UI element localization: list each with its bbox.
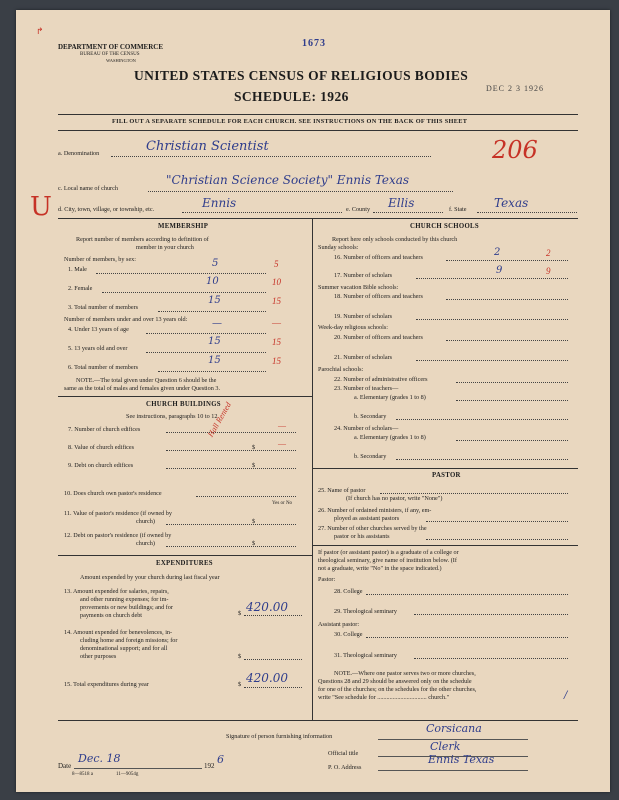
pastor-note-1: NOTE.—Where one pastor serves two or more churches, [334,670,476,677]
census-schedule-sheet [16,10,610,792]
sunday-schools-label: Sunday schools: [318,244,359,251]
denomination-value: Christian Scientist [146,139,269,154]
membership-heading: MEMBERSHIP [158,223,209,230]
q23b-label: b. Secondary [354,413,387,420]
q13-label-4: payments on church debt [80,612,143,619]
q16-label: 16. Number of officers and teachers [334,254,423,261]
date-value: Dec. 18 [78,752,121,765]
q5-check: 15 [272,337,281,347]
q2-check: 10 [272,277,281,287]
q8-label: 8. Value of church edifices [68,444,135,451]
q20-label: 20. Number of officers and teachers [334,334,423,341]
q27-label-2: pastor or his assistants [334,533,390,540]
q11-dollar: $ [252,518,256,525]
q14-label-2: cluding home and foreign missions; for [80,637,178,644]
q3-label: 3. Total number of members [68,304,139,311]
q4-value: — [212,318,222,329]
q3-check: 15 [272,296,281,306]
q31-label: 31. Theological seminary [334,652,397,659]
q24-label: 24. Number of scholars— [334,425,399,432]
q2-label: 2. Female [68,285,93,292]
local-name-value: "Christian Science Society" Ennis Texas [166,173,410,187]
corner-mark: ↱ [36,26,44,36]
department-label: DEPARTMENT OF COMMERCE [58,43,164,51]
membership-sub-sex: Number of members, by sex: [64,256,136,263]
graduate-note-1: If pastor (or assistant pastor) is a graduate of a college or [318,549,459,556]
q13-dollar: $ [238,610,242,617]
q13-label-1: 13. Amount expended for salaries, repairs, [64,588,169,595]
membership-sub-age: Number of members under and over 13 years old: [64,316,188,323]
tick-mark: / [564,690,568,701]
q17-check: 9 [546,266,551,276]
po-address-value: Ennis Texas [428,753,495,766]
form-number-2: 11—9054g [116,772,139,777]
q6-value: 15 [208,355,221,366]
q28-label: 28. College [334,588,363,595]
official-title-value: Clerk [430,740,461,753]
schools-heading: CHURCH SCHOOLS [410,223,479,230]
q7-value: — [278,421,286,430]
q23a-label: a. Elementary (grades 1 to 8) [354,394,426,401]
county-value: Ellis [388,196,415,210]
buildings-see: See instructions, paragraphs 10 to 12 [126,413,218,420]
q15-label: 15. Total expenditures during year [64,681,149,688]
q27-label-1: 27. Number of other churches served by the [318,525,427,532]
form-number-1: 8—8518 a [72,772,93,777]
q16-check: 2 [546,248,551,258]
pastor-note-3: for one of the churches; on the schedules for the other churches, [318,686,477,693]
denomination-label: a. Denomination [58,150,100,157]
q4-check: — [272,318,281,328]
q11-label-1: 11. Value of pastor's residence (if owned by [64,510,172,517]
q8-value: — [278,439,286,448]
pastor-note-4: write "See schedule for ................................ church." [318,694,450,701]
membership-note-1: NOTE.—The total given under Question 6 should be the [76,377,217,384]
q2-value: 10 [206,276,219,287]
state-value: Texas [494,196,529,210]
q9-label: 9. Debt on church edifices [68,462,134,469]
q26-label-1: 26. Number of ordained ministers, if any, em- [318,507,432,514]
q25-label: 25. Name of pastor [318,487,366,494]
city-value: Ennis [202,196,237,210]
form-subtitle: SCHEDULE: 1926 [234,89,349,104]
date-label: Date [58,762,72,770]
schools-intro: Report here only schools conducted by this church [332,236,458,243]
q12-label-2: church) [136,540,155,547]
hall-rented-note: Hall Rented [206,400,234,439]
q10-label: 10. Does church own pastor's residence [64,490,162,497]
q12-dollar: $ [252,540,256,547]
q24b-label: b. Secondary [354,453,387,460]
q19-label: 19. Number of scholars [334,313,393,320]
form-title: UNITED STATES CENSUS OF RELIGIOUS BODIES [134,68,469,83]
q13-value: 420.00 [246,600,288,614]
q12-label-1: 12. Debt on pastor's residence (if owned by [64,532,172,539]
local-name-label: c. Local name of church [58,185,118,192]
q5-label: 5. 13 years old and over [68,345,128,352]
graduate-note-3: not a graduate, write "No" in the space indicated.) [318,565,442,572]
q14-dollar: $ [238,653,242,660]
membership-intro-2: member in your church [136,244,194,251]
yes-no-hint: Yes or No [272,501,293,506]
pastor-sub-label: Pastor: [318,576,336,583]
q6-label: 6. Total number of members [68,364,139,371]
margin-check-mark: U [30,192,52,222]
q30-label: 30. College [334,631,363,638]
q22-label: 22. Number of administrative officers [334,376,428,383]
county-label: e. County [346,206,371,213]
city-label: d. City, town, village, or township, etc. [58,206,155,213]
q14-label-3: denominational support; and for all [80,645,168,652]
signature-value: Corsicana [426,722,482,735]
q16-value: 2 [494,247,501,258]
q9-dollar: $ [252,462,256,469]
year-suffix: 6 [217,753,224,766]
expenditures-intro: Amount expended by your church during last fiscal year [80,574,220,581]
q13-label-3: provements or new buildings; and for [80,604,173,611]
q24a-label: a. Elementary (grades 1 to 8) [354,434,426,441]
q5-value: 15 [208,336,221,347]
buildings-heading: CHURCH BUILDINGS [146,401,221,408]
received-date-stamp: DEC 2 3 1926 [486,84,544,93]
weekday-schools-label: Week-day religious schools: [318,324,388,331]
washington-label: WASHINGTON [106,58,136,63]
membership-intro-1: Report number of members according to definition of [76,236,209,243]
expenditures-heading: EXPENDITURES [156,560,213,567]
parochial-schools-label: Parochial schools: [318,366,364,373]
pastor-note-2: Questions 28 and 29 should be answered only on the schedule [318,678,472,685]
summer-schools-label: Summer vacation Bible schools: [318,284,399,291]
q23-label: 23. Number of teachers— [334,385,399,392]
q11-label-2: church) [136,518,155,525]
q29-label: 29. Theological seminary [334,608,397,615]
q4-label: 4. Under 13 years of age [68,326,129,333]
membership-note-2: same as the total of males and females given under Question 3. [64,385,221,392]
denomination-code: 206 [492,136,538,164]
q25-hint: (If church has no pastor, write "None") [346,495,443,502]
po-address-label: P. O. Address [328,764,362,771]
q7-label: 7. Number of church edifices [68,426,141,433]
pastor-heading: PASTOR [432,472,461,479]
q15-value: 420.00 [246,671,288,685]
official-title-label: Official title [328,750,359,757]
q14-label-4: other purposes [80,653,117,660]
q3-value: 15 [208,295,221,306]
year-prefix: 192 [204,762,215,770]
q17-value: 9 [496,265,503,276]
bureau-label: BUREAU OF THE CENSUS [80,52,140,57]
q26-label-2: ployed as assistant pastors [334,515,400,522]
q8-dollar: $ [252,444,256,451]
q13-label-2: and other running expenses; for im- [80,596,169,603]
state-label: f. State [449,206,467,213]
q18-label: 18. Number of officers and teachers [334,293,423,300]
q1-value: 5 [212,258,219,269]
q17-label: 17. Number of scholars [334,272,393,279]
graduate-note-2: theological seminary, give name of institution below. (If [318,557,457,564]
assistant-pastor-label: Assistant pastor: [318,621,360,628]
q1-check: 5 [274,259,279,269]
q21-label: 21. Number of scholars [334,354,393,361]
q6-check: 15 [272,356,281,366]
signature-label: Signature of person furnishing information [226,733,333,740]
instruction-banner: FILL OUT A SEPARATE SCHEDULE FOR EACH CHURCH. SEE INSTRUCTIONS ON THE BACK OF THIS SHEET [112,118,468,125]
q1-label: 1. Male [68,266,87,273]
q14-label-1: 14. Amount expended for benevolences, in- [64,629,173,636]
form-number: 1673 [302,38,326,49]
q15-dollar: $ [238,681,242,688]
